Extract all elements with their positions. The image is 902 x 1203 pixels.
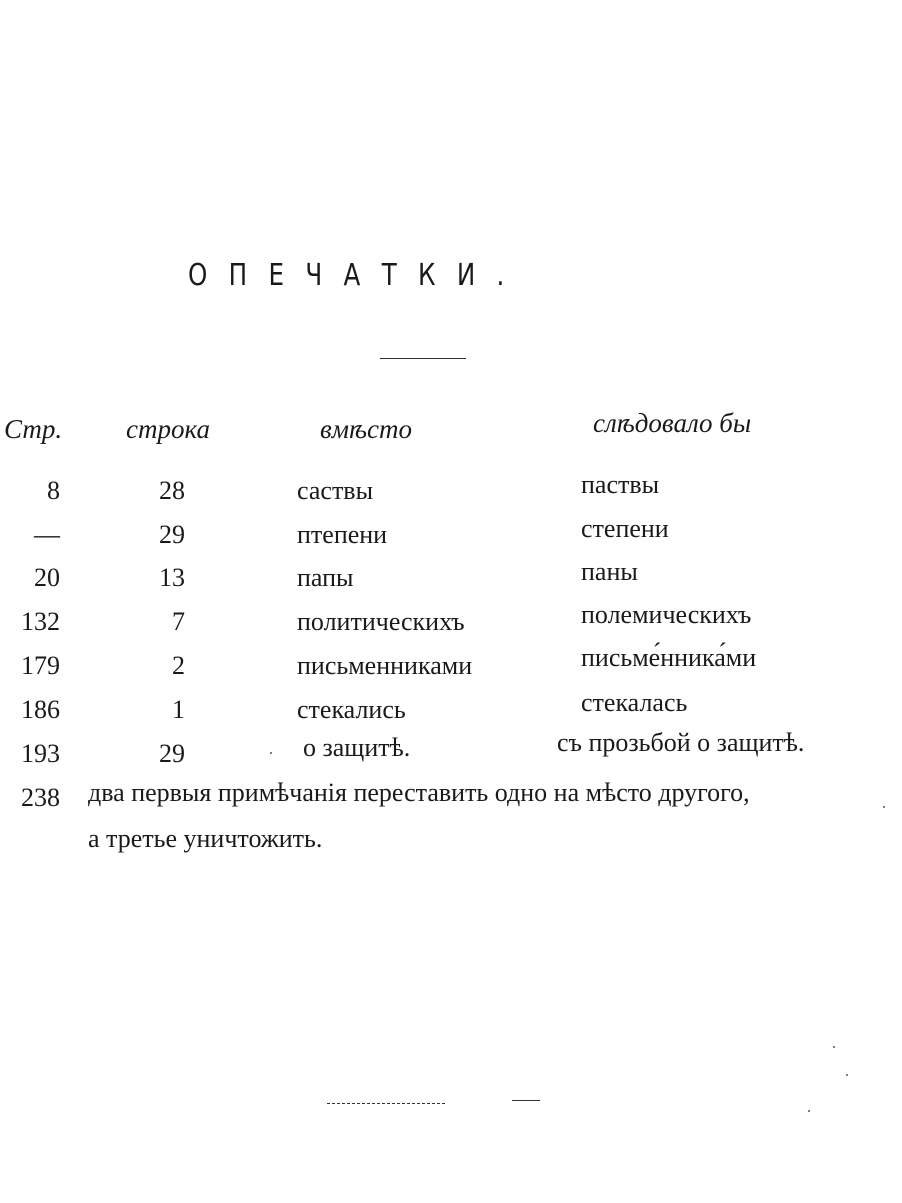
row-instead: письменниками [297, 651, 473, 680]
row-instead: папы [297, 563, 354, 592]
row-line: 28 [159, 476, 185, 505]
row-should-be: полемическихъ [581, 600, 752, 629]
column-header-should-be: слѣдовало бы [593, 408, 752, 438]
row-page: — [34, 520, 60, 549]
note-line-2: а третье уничтожить. [88, 824, 323, 853]
row-line: 2 [172, 651, 185, 680]
title-rule [380, 358, 466, 359]
row-should-be: съ прозьбой о защитѣ. [557, 728, 805, 757]
column-header-instead: вмѣсто [320, 414, 412, 444]
end-rule [327, 1103, 445, 1104]
note-line-1: два первыя примѣчанія переставить одно на мѣсто другого, [88, 778, 750, 807]
row-line: 29 [159, 520, 185, 549]
column-header-line: строка [126, 414, 210, 444]
row-line: 29 [159, 739, 185, 768]
row-line: 7 [172, 607, 185, 636]
row-should-be: степени [581, 514, 669, 543]
end-rule [512, 1100, 540, 1101]
note-page: 238 [21, 783, 60, 812]
row-should-be: паны [581, 557, 638, 586]
row-instead: стекались [297, 695, 406, 724]
column-header-page: Стр. [4, 414, 63, 444]
row-line: 13 [159, 563, 185, 592]
page-title: ОПЕЧАТКИ. [188, 258, 526, 293]
row-instead: саствы [297, 476, 374, 505]
row-instead: птепени [297, 520, 388, 549]
row-instead: о защитѣ. [303, 733, 411, 762]
row-should-be: письме́нника́ми [581, 643, 757, 672]
row-page: 179 [21, 651, 60, 680]
row-page: 20 [34, 563, 60, 592]
speck [270, 752, 272, 754]
row-page: 132 [21, 607, 60, 636]
speck [846, 1074, 848, 1076]
row-line: 1 [172, 695, 185, 724]
speck [883, 806, 885, 808]
row-page: 193 [21, 739, 60, 768]
row-should-be: стекалась [581, 688, 688, 717]
row-should-be: паствы [581, 470, 660, 499]
speck [833, 1046, 835, 1048]
row-page: 186 [21, 695, 60, 724]
speck [808, 1110, 810, 1112]
row-instead: политическихъ [297, 607, 465, 636]
row-page: 8 [47, 476, 60, 505]
